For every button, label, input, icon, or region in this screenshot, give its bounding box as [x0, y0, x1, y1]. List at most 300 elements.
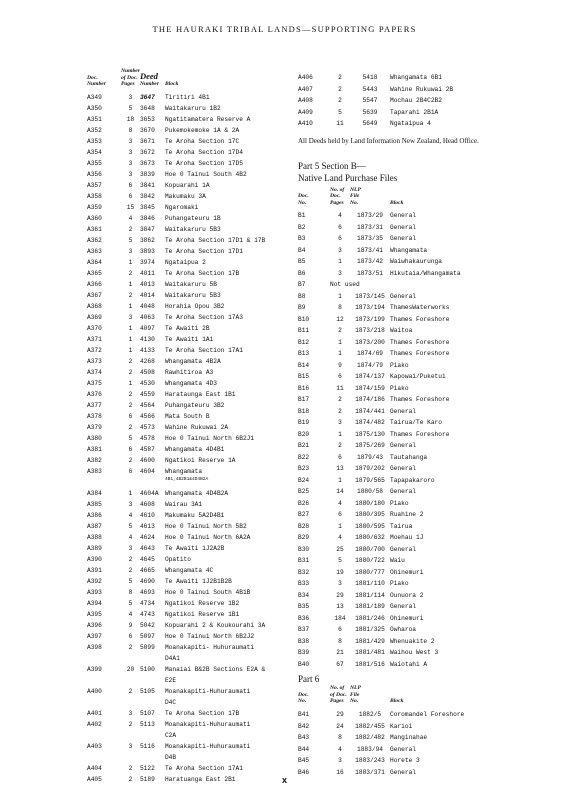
- block-name: Mochau 2B4C2B2: [390, 97, 442, 104]
- table-row: [87, 620, 265, 631]
- deeds-note: All Deeds held by Land Information New Zealand, Head Office.: [298, 136, 479, 145]
- p6-col-header-doc: [298, 685, 330, 709]
- block-name: Piako: [390, 361, 409, 369]
- doc-number: A360: [87, 214, 102, 222]
- table-row: [298, 95, 453, 107]
- doc-number: B16: [298, 384, 310, 392]
- doc-number: A385: [87, 500, 102, 508]
- table-row: [87, 400, 265, 411]
- block-name: General: [390, 768, 416, 776]
- block-name: Whangamata 4D4B1: [164, 445, 225, 453]
- file-number: 1881/110: [355, 580, 385, 588]
- file-number: 1874/69: [357, 350, 383, 358]
- doc-pages: 6: [338, 453, 342, 461]
- table-row: [87, 136, 265, 147]
- doc-number: A367: [87, 291, 102, 299]
- block-name: Te Awaiti 2B: [164, 324, 210, 332]
- block-name: General: [390, 292, 416, 300]
- doc-number: A363: [87, 247, 102, 255]
- file-number: 5418: [362, 74, 378, 81]
- block-name: Wairau 3A1: [164, 500, 203, 508]
- file-number: 1881/429: [355, 637, 385, 645]
- block-name: Tairua/Te Karo: [390, 419, 442, 427]
- block-name: Moehau 1J: [390, 534, 424, 542]
- table-row: [298, 532, 461, 544]
- doc-pages: 2: [128, 687, 133, 695]
- doc-pages: 1: [128, 324, 133, 332]
- block-name: Makumaku 3A: [164, 192, 206, 200]
- deed-number: 4643: [139, 544, 155, 552]
- doc-number: B36: [298, 614, 310, 622]
- doc-pages: 6: [128, 412, 133, 420]
- doc-pages: 1: [128, 302, 133, 310]
- doc-pages: 2: [128, 269, 133, 277]
- not-used-note: Not used: [330, 281, 360, 289]
- table-row: [298, 567, 461, 579]
- doc-pages: 2: [128, 566, 133, 574]
- block-name: Thames Foreshore: [390, 315, 450, 323]
- deeds-table: [87, 68, 265, 785]
- doc-pages: 29: [336, 711, 344, 719]
- file-number: 5443: [362, 85, 378, 93]
- header-text: Number of Doc. Pages: [121, 68, 140, 88]
- header-text: Doc. No.: [298, 193, 309, 206]
- deed-header-label: Deed: [139, 70, 158, 81]
- table-row: [87, 92, 265, 103]
- doc-number: A362: [87, 236, 102, 244]
- table-row: [298, 475, 461, 487]
- table-row: [298, 429, 461, 441]
- table-row: [87, 609, 265, 620]
- deed-number: 4573: [139, 423, 155, 431]
- doc-number: A390: [87, 555, 102, 563]
- block-name: General: [390, 745, 416, 753]
- part5-table-header: [298, 187, 461, 211]
- doc-pages: 2: [128, 764, 133, 772]
- table-row: [298, 417, 461, 429]
- table-row: [87, 169, 265, 180]
- table-row: [87, 378, 265, 389]
- doc-number: A392: [87, 577, 102, 585]
- doc-number: A402: [87, 720, 102, 728]
- doc-pages: 20: [126, 665, 135, 673]
- block-name: Ngatikoi Reserve 1A: [164, 456, 236, 464]
- doc-pages: 13: [336, 603, 344, 611]
- deed-number: 3862: [139, 236, 155, 244]
- p5-col-header-file: [350, 187, 390, 211]
- table-row: [298, 544, 461, 556]
- doc-pages: 3: [128, 159, 133, 167]
- file-number: 1879/565: [355, 476, 385, 484]
- file-number: 1881/189: [355, 603, 385, 611]
- table-row: [87, 279, 265, 290]
- doc-pages: 4: [338, 534, 342, 542]
- deed-number: 4645: [139, 555, 155, 563]
- doc-pages: 3: [338, 269, 342, 277]
- doc-pages: 3: [338, 246, 342, 254]
- doc-number: B39: [298, 649, 310, 657]
- doc-pages: 5: [338, 557, 342, 565]
- deed-number: 3672: [139, 148, 155, 156]
- block-name: Te Aroha Section 17A1: [164, 764, 243, 772]
- doc-pages: 3: [338, 757, 342, 765]
- doc-pages: 2: [128, 643, 133, 651]
- doc-pages: 2: [128, 390, 133, 398]
- doc-number: A400: [87, 687, 102, 695]
- table-row: [87, 576, 265, 587]
- doc-number: B23: [298, 465, 310, 473]
- doc-pages: 15: [126, 203, 135, 211]
- table-row: [298, 107, 453, 119]
- doc-pages: 2: [338, 407, 342, 415]
- deed-number: 4048: [139, 302, 155, 310]
- deed-number: 4578: [139, 434, 155, 442]
- deed-number: 5189: [139, 775, 155, 783]
- doc-pages: 2: [128, 456, 133, 464]
- doc-number: A379: [87, 423, 102, 431]
- file-number: 1881/481: [355, 649, 385, 657]
- table-row: [87, 323, 265, 334]
- block-name: Ngatitamatera Reserve A: [164, 115, 251, 123]
- block-name: Ohinemuri: [390, 568, 424, 576]
- doc-pages: 21: [336, 649, 344, 657]
- table-row: [87, 345, 265, 356]
- table-row: [298, 555, 461, 567]
- deed-number: 4063: [139, 313, 155, 321]
- doc-number: B31: [298, 557, 310, 565]
- doc-number: B18: [298, 407, 310, 415]
- doc-number: B21: [298, 442, 310, 450]
- table-row: [87, 488, 265, 499]
- p5-col-header-block: Block: [390, 199, 404, 206]
- block-name: General: [390, 603, 416, 611]
- table-row: [298, 84, 453, 96]
- doc-pages: 6: [128, 192, 133, 200]
- doc-number: A408: [298, 97, 313, 104]
- file-number: 5649: [362, 120, 378, 127]
- doc-pages: 16: [336, 768, 344, 776]
- doc-number: A384: [87, 489, 102, 497]
- table-row: [87, 532, 265, 543]
- doc-number: A366: [87, 280, 102, 288]
- deed-header-sublabel: Number: [139, 81, 159, 88]
- block-name: Te Awaiti 1J2A2B: [164, 544, 225, 552]
- table-row: [298, 233, 461, 245]
- deed-number: 3671: [139, 137, 155, 145]
- doc-pages: 8: [128, 588, 133, 596]
- doc-pages: 2: [128, 357, 133, 365]
- doc-pages: 2: [128, 225, 133, 233]
- table-row: [298, 279, 461, 291]
- doc-number: B15: [298, 373, 310, 381]
- file-number: 1880/595: [355, 522, 385, 530]
- doc-pages: 3: [128, 247, 133, 255]
- deed-number: 5113: [139, 720, 155, 728]
- table-row: [87, 587, 265, 598]
- doc-number: A372: [87, 346, 102, 354]
- doc-pages: 1: [338, 350, 342, 358]
- table-row: [298, 709, 464, 721]
- doc-number: B4: [298, 246, 306, 254]
- doc-pages: 2: [338, 85, 342, 93]
- doc-pages: 3: [128, 170, 133, 178]
- doc-pages: 8: [338, 734, 342, 742]
- right-column: [298, 72, 493, 778]
- file-number: 1873/194: [355, 304, 385, 312]
- block-name-continued: 4B1,4B2B1&4D4B2A: [164, 476, 209, 482]
- part6-table: [298, 685, 464, 778]
- block-name: Thames Foreshore: [390, 338, 450, 346]
- doc-pages: 3: [128, 544, 133, 552]
- doc-number: B20: [298, 430, 310, 438]
- header-text: No. of of Doc. Pages: [330, 685, 347, 705]
- block-name: General: [390, 235, 416, 243]
- doc-number: A349: [87, 93, 102, 101]
- doc-pages: 9: [338, 361, 342, 369]
- doc-number: A375: [87, 379, 102, 387]
- doc-number: B10: [298, 315, 310, 323]
- table-row: [87, 158, 265, 169]
- col-header-doc-number: [87, 68, 121, 92]
- deed-number: 4508: [139, 368, 155, 376]
- block-name: Thames Foreshore: [390, 430, 450, 438]
- doc-pages: 6: [338, 626, 342, 634]
- file-number: 1881/246: [355, 614, 385, 622]
- block-name: Taparahi 2B1A: [390, 108, 439, 116]
- doc-number: B41: [298, 711, 310, 719]
- table-row: [87, 708, 265, 719]
- doc-number: B34: [298, 591, 310, 599]
- table-row: [87, 290, 265, 301]
- file-number: 1881/114: [355, 591, 385, 599]
- doc-pages: 4: [338, 212, 342, 220]
- doc-pages: 1: [338, 522, 342, 530]
- header-text: Doc. Number: [87, 74, 106, 88]
- deed-number: 3841: [139, 181, 155, 189]
- file-number: 1874/441: [355, 407, 385, 415]
- doc-pages: 5: [338, 108, 342, 116]
- deed-number: 5122: [139, 764, 155, 772]
- deed-number: 3653: [139, 115, 155, 123]
- block-name: Whangamata: [390, 246, 428, 254]
- doc-pages: 4: [338, 499, 342, 507]
- doc-number: A389: [87, 544, 102, 552]
- table-row: [87, 246, 265, 257]
- table-row: [298, 256, 461, 268]
- block-name: Tiritiri 4B1: [164, 93, 210, 101]
- table-row: [298, 521, 461, 533]
- table-row: [87, 202, 265, 213]
- deed-number: 3670: [139, 126, 155, 134]
- part6-table-header: [298, 685, 464, 709]
- deed-number: 5042: [139, 621, 155, 629]
- file-number: 1880/180: [355, 499, 385, 507]
- table-row: [87, 466, 265, 488]
- table-row: [87, 268, 265, 279]
- doc-pages: 29: [336, 591, 344, 599]
- doc-pages: 2: [128, 555, 133, 563]
- block-name: Hikutaia/Whangamata: [390, 269, 461, 277]
- table-row: [298, 486, 461, 498]
- doc-pages: 1: [338, 476, 342, 484]
- doc-number: B6: [298, 269, 306, 277]
- block-name: Waitakaruru 1B2: [164, 104, 221, 112]
- doc-pages: 5: [128, 236, 133, 244]
- doc-number: A387: [87, 522, 102, 530]
- doc-number: A371: [87, 335, 102, 343]
- doc-number: B46: [298, 768, 310, 776]
- block-name: Moanakapiti-Huhuraumati D4C: [165, 686, 265, 708]
- doc-number: A352: [87, 126, 102, 134]
- doc-number: B38: [298, 637, 310, 645]
- file-number: 1882/5: [358, 711, 382, 719]
- table-row: [87, 125, 265, 136]
- block-name: Waiwhakaurunga: [390, 258, 442, 266]
- block-name: Whangamata 6B1: [390, 74, 442, 81]
- doc-number: B30: [298, 545, 310, 553]
- doc-number: A409: [298, 108, 313, 116]
- doc-number: A377: [87, 401, 102, 409]
- block-name: Hoe 0 Tainui North 6B2J1: [164, 434, 255, 442]
- file-number: 1874/482: [355, 419, 385, 427]
- table-row: [87, 301, 265, 312]
- block-name: Horete 3: [390, 757, 420, 765]
- table-row: [87, 103, 265, 114]
- table-row: [298, 721, 464, 733]
- doc-number: B45: [298, 757, 310, 765]
- doc-number: A406: [298, 74, 313, 81]
- table-row: [298, 268, 461, 280]
- deed-number: 5097: [139, 632, 155, 640]
- table-row: [298, 314, 461, 326]
- block-name: Moanakapiti- Huhuraumati D4A1: [165, 642, 265, 664]
- table-row: [298, 636, 461, 648]
- block-name: Ohinemuri: [390, 614, 424, 622]
- table-row: [87, 543, 265, 554]
- block-name: Whangamata 4D4B2A: [164, 489, 229, 497]
- doc-number: A359: [87, 203, 102, 211]
- deed-number: 4690: [139, 577, 155, 585]
- table-row: [87, 631, 265, 642]
- block-name: Waiu: [390, 557, 405, 565]
- block-name: Hoe 0 Tainui North 5B2: [164, 522, 247, 530]
- block-name: Whangamata 4C: [164, 566, 214, 574]
- table-row: [298, 383, 461, 395]
- doc-pages: 2: [128, 423, 133, 431]
- file-number: 1880/632: [355, 534, 385, 542]
- doc-number: A353: [87, 137, 102, 145]
- block-name: Thames Foreshore: [390, 396, 450, 404]
- left-column: [87, 68, 287, 785]
- deed-number: 4097: [139, 324, 155, 332]
- header-text: NLP File No.: [350, 186, 361, 206]
- doc-number: B7: [298, 281, 306, 289]
- block-name-continued: D4C: [164, 698, 177, 706]
- doc-number: A383: [87, 467, 102, 475]
- block-name: Waiotahi A: [390, 660, 428, 668]
- doc-pages: 1: [338, 292, 342, 300]
- doc-pages: 9: [128, 621, 133, 629]
- block-name: Karioi: [390, 722, 413, 730]
- file-number: 1873/218: [355, 327, 385, 335]
- doc-number: B37: [298, 626, 310, 634]
- doc-pages: 2: [128, 720, 133, 728]
- block-name: Moanakapiti-Huhuraumati D4B: [165, 741, 265, 763]
- deeds-continued-table: [298, 72, 453, 130]
- doc-number: A407: [298, 85, 313, 93]
- deed-number: 4559: [139, 390, 155, 398]
- block-name: Whangamata 4B2A: [164, 357, 221, 365]
- doc-number: B3: [298, 235, 306, 243]
- doc-pages: 3: [128, 313, 133, 321]
- doc-pages: 25: [336, 545, 344, 553]
- doc-number: A405: [87, 775, 102, 783]
- doc-number: B43: [298, 734, 310, 742]
- deed-number: 3893: [139, 247, 155, 255]
- block-name: General: [390, 407, 416, 415]
- doc-number: B14: [298, 361, 310, 369]
- block-name: Tapapakaroro: [390, 476, 435, 484]
- deed-number: 4613: [139, 522, 155, 530]
- deed-number: 4665: [139, 566, 155, 574]
- deed-number: 5099: [139, 643, 155, 651]
- file-number: 1874/186: [355, 396, 385, 404]
- block-name: Ngatikoi Reserve 1B2: [164, 599, 240, 607]
- file-number: 1873/199: [355, 315, 385, 323]
- block-name: Hoe 0 Tainui North 6B2J2: [164, 632, 255, 640]
- table-row: [298, 118, 453, 130]
- table-row: [87, 422, 265, 433]
- doc-number: A395: [87, 610, 102, 618]
- doc-number: A394: [87, 599, 102, 607]
- doc-pages: 1: [128, 280, 133, 288]
- table-row: [298, 755, 464, 767]
- doc-number: B44: [298, 745, 310, 753]
- doc-pages: 5: [128, 522, 133, 530]
- doc-pages: 11: [336, 120, 344, 127]
- table-row: [298, 659, 461, 671]
- table-row: [87, 356, 265, 367]
- file-number: 1875/269: [355, 442, 385, 450]
- block-name-continued: C2A: [164, 731, 177, 739]
- doc-pages: 3: [128, 137, 133, 145]
- file-number: 1883/371: [355, 768, 385, 776]
- doc-pages: 4: [128, 511, 133, 519]
- table-row: [298, 371, 461, 383]
- doc-number: A365: [87, 269, 102, 277]
- table-row: [87, 257, 265, 268]
- doc-pages: 8: [128, 126, 133, 134]
- p5-col-header-pages: [330, 187, 350, 211]
- deed-number: 4743: [139, 610, 155, 618]
- block-name-continued: E2E: [164, 676, 177, 684]
- block-name: Kopuarahi 1A: [164, 181, 210, 189]
- doc-number: A378: [87, 412, 102, 420]
- block-name: Pukemokemoke 1A & 2A: [164, 126, 240, 134]
- table-row: [87, 763, 265, 774]
- deed-number: 4600: [139, 456, 155, 464]
- block-name: Te Aroha Section 17D4: [164, 148, 243, 156]
- doc-pages: 3: [338, 580, 342, 588]
- file-number: 1880/777: [355, 568, 385, 576]
- deed-number: 4608: [139, 500, 155, 508]
- deed-number: 5105: [139, 687, 155, 695]
- doc-pages: 6: [128, 445, 133, 453]
- table-row: [87, 147, 265, 158]
- block-name: Waitakaruru 5B3: [164, 225, 221, 233]
- table-row: [87, 235, 265, 246]
- doc-number: B2: [298, 223, 306, 231]
